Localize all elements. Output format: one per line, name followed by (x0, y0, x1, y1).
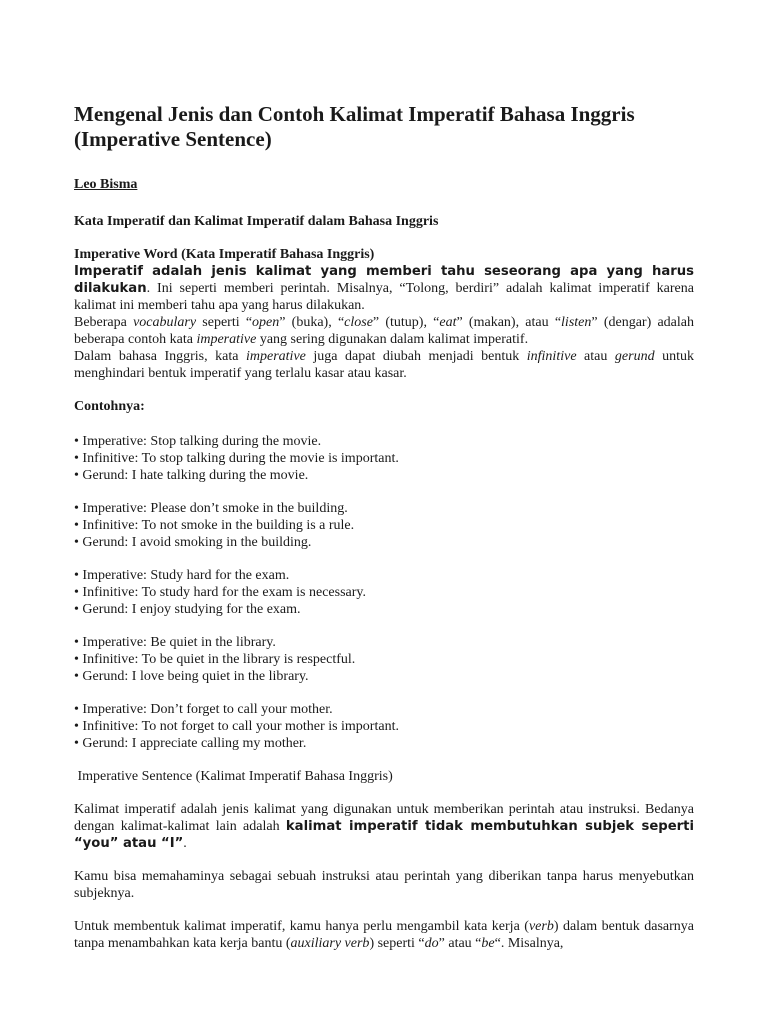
section1-heading: Imperative Word (Kata Imperatif Bahasa Inggris) (74, 247, 375, 262)
example-line: • Imperative: Be quiet in the library. (74, 635, 276, 650)
section2-heading: Imperative Sentence (Kalimat Imperatif Bahasa Inggris) (74, 769, 393, 784)
example-group (74, 500, 694, 551)
section1-paragraph-2: Beberapa vocabulary seperti “open” (buka), “close” (tutup), “eat” (makan), atau “listen” (dengar) adalah beberapa contoh kata imperative yang sering digunakan dalam kalimat imperatif. (74, 315, 694, 347)
section2-paragraph-2: Kamu bisa memahaminya sebagai sebuah instruksi atau perintah yang diberikan tanpa harus menyebutkan subjeknya. (74, 869, 694, 901)
example-line: • Infinitive: To not forget to call your mother is important. (74, 719, 399, 734)
subheading: Kata Imperatif dan Kalimat Imperatif dalam Bahasa Inggris (74, 214, 439, 229)
example-group (74, 433, 694, 484)
example-line: • Imperative: Please don’t smoke in the building. (74, 501, 348, 516)
example-group (74, 701, 694, 752)
section1-paragraph-1: Imperatif adalah jenis kalimat yang memberi tahu seseorang apa yang harus dilakukan. Ini seperti memberi perintah. Misalnya, “Tolong, berdiri” adalah kalimat imperatif karena kalimat ini memberi tahu apa yang harus dilakukan. (74, 264, 694, 313)
page-title: Mengenal Jenis dan Contoh Kalimat Imperatif Bahasa Inggris (Imperative Sentence) (74, 102, 635, 151)
example-line: • Infinitive: To not smoke in the building is a rule. (74, 518, 355, 533)
examples-heading: Contohnya: (74, 399, 145, 414)
section1-paragraph-3: Dalam bahasa Inggris, kata imperative juga dapat diubah menjadi bentuk infinitive atau gerund untuk menghindari bentuk imperatif yang terlalu kasar atau kasar. (74, 349, 694, 381)
section2-paragraph-1: Kalimat imperatif adalah jenis kalimat yang digunakan untuk memberikan perintah atau instruksi. Bedanya dengan kalimat-kalimat lain adalah kalimat imperatif tidak membutuhkan subjek seperti “you” atau “I”. (74, 802, 695, 851)
example-line: • Imperative: Don’t forget to call your mother. (74, 702, 333, 717)
example-line: • Gerund: I hate talking during the movie. (74, 468, 309, 483)
example-line: • Gerund: I appreciate calling my mother. (74, 736, 307, 751)
example-line: • Gerund: I avoid smoking in the building. (74, 535, 312, 550)
example-group (74, 634, 694, 685)
example-line: • Infinitive: To stop talking during the movie is important. (74, 451, 399, 466)
example-line: • Gerund: I enjoy studying for the exam. (74, 602, 301, 617)
example-line: • Gerund: I love being quiet in the library. (74, 669, 309, 684)
example-line: • Infinitive: To be quiet in the library is respectful. (74, 652, 356, 667)
example-group (74, 567, 694, 618)
example-line: • Imperative: Study hard for the exam. (74, 568, 290, 583)
example-line: • Infinitive: To study hard for the exam is necessary. (74, 585, 367, 600)
section2-paragraph-3: Untuk membentuk kalimat imperatif, kamu hanya perlu mengambil kata kerja (verb) dalam bentuk dasarnya tanpa menambahkan kata kerja bantu (auxiliary verb) seperti “do” atau “be“. Misalnya, (74, 919, 694, 951)
author-link[interactable]: Leo Bisma (74, 177, 138, 192)
example-line: • Imperative: Stop talking during the movie. (74, 434, 322, 449)
